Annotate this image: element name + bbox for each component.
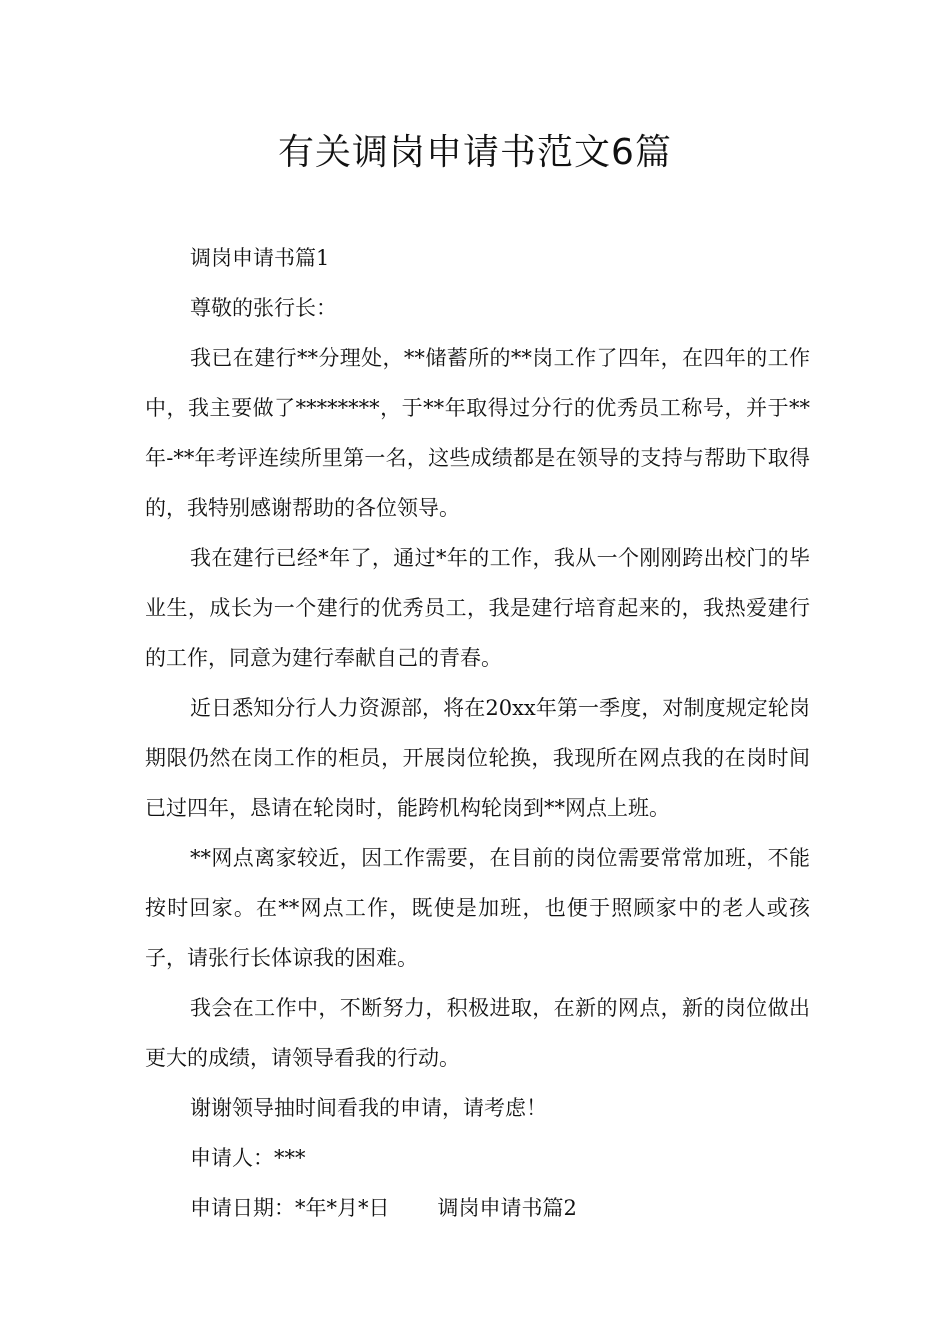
body-paragraph-4: **网点离家较近，因工作需要，在目前的岗位需要常常加班，不能按时回家。在**网点工作，既使是加班，也便于照顾家中的老人或孩子，请张行长体谅我的困难。 [145, 846, 810, 970]
document-body [145, 233, 810, 1233]
salutation: 尊敬的张行长： [190, 296, 337, 320]
next-section-heading: 调岗申请书篇2 [437, 1196, 577, 1220]
body-paragraph-1: 我已在建行**分理处，**储蓄所的**岗工作了四年，在四年的工作中，我主要做了********，于**年取得过分行的优秀员工称号，并于**年-**年考评连续所里第一名，这些成绩都是在领导的支持与帮助下取得的，我特别感谢帮助的各位领导。 [145, 346, 810, 520]
body-paragraph-3: 近日悉知分行人力资源部，将在20xx年第一季度，对制度规定轮岗期限仍然在岗工作的柜员，开展岗位轮换，我现所在网点我的在岗时间已过四年，恳请在轮岗时，能跨机构轮岗到**网点上班。 [145, 696, 810, 820]
body-paragraph-2: 我在建行已经*年了，通过*年的工作，我从一个刚刚跨出校门的毕业生，成长为一个建行的优秀员工，我是建行培育起来的，我热爱建行的工作，同意为建行奉献自己的青春。 [145, 546, 810, 670]
closing-line: 谢谢领导抽时间看我的申请，请考虑！ [190, 1096, 547, 1120]
application-date: 申请日期：*年*月*日 [190, 1196, 390, 1220]
date-line-row [145, 1183, 810, 1233]
body-paragraph-5: 我会在工作中，不断努力，积极进取，在新的网点，新的岗位做出更大的成绩，请领导看我的行动。 [145, 996, 810, 1070]
section-heading: 调岗申请书篇1 [190, 246, 330, 270]
document-title: 有关调岗申请书范文6篇 [278, 132, 672, 173]
applicant-line: 申请人：*** [190, 1146, 306, 1170]
